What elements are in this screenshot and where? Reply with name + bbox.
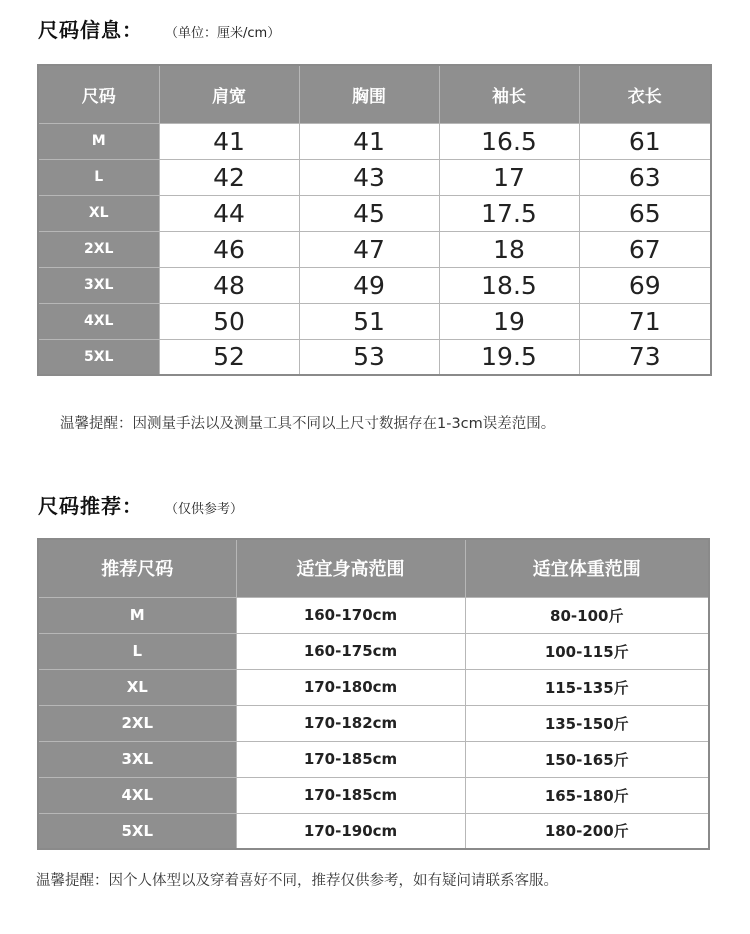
shoulder-value: 46 [159, 231, 299, 267]
weight-range-value: 135-150斤 [465, 705, 709, 741]
reference-note: （仅供参考） [165, 502, 244, 517]
chest-value: 49 [299, 267, 439, 303]
shoulder-value: 52 [159, 339, 299, 375]
size-label: 2XL [38, 231, 159, 267]
header-recommended-size: 推荐尺码 [38, 539, 236, 597]
size-recommend-title: 尺码推荐： [38, 494, 143, 518]
table-row [38, 633, 709, 669]
chest-value: 53 [299, 339, 439, 375]
table-row [38, 813, 709, 849]
table-row [38, 195, 711, 231]
table-row [38, 741, 709, 777]
table-row [38, 231, 711, 267]
recommend-reminder: 温馨提醒：因个人体型以及穿着喜好不同，推荐仅供参考，如有疑问请联系客服。 [36, 873, 558, 889]
sleeve-value: 16.5 [439, 123, 579, 159]
weight-range-value: 100-115斤 [465, 633, 709, 669]
shoulder-value: 44 [159, 195, 299, 231]
length-value: 73 [579, 339, 711, 375]
length-value: 61 [579, 123, 711, 159]
chest-value: 51 [299, 303, 439, 339]
size-label: 3XL [38, 267, 159, 303]
table-row [38, 303, 711, 339]
header-height-range: 适宜身高范围 [236, 539, 465, 597]
shoulder-value: 41 [159, 123, 299, 159]
size-label: 4XL [38, 777, 236, 813]
size-label: XL [38, 669, 236, 705]
height-range-value: 170-190cm [236, 813, 465, 849]
chest-value: 41 [299, 123, 439, 159]
table-row [38, 123, 711, 159]
header-chest: 胸围 [299, 65, 439, 123]
chest-value: 43 [299, 159, 439, 195]
weight-range-value: 165-180斤 [465, 777, 709, 813]
height-range-value: 160-175cm [236, 633, 465, 669]
shoulder-value: 42 [159, 159, 299, 195]
size-table [37, 64, 712, 376]
size-label: 3XL [38, 741, 236, 777]
sleeve-value: 18 [439, 231, 579, 267]
table-row [38, 159, 711, 195]
header-size: 尺码 [38, 65, 159, 123]
header-length: 衣长 [579, 65, 711, 123]
weight-range-value: 180-200斤 [465, 813, 709, 849]
chest-value: 45 [299, 195, 439, 231]
unit-note: （单位：厘米/cm） [165, 26, 281, 41]
sleeve-value: 19.5 [439, 339, 579, 375]
height-range-value: 170-182cm [236, 705, 465, 741]
size-label: L [38, 159, 159, 195]
size-info-heading [38, 14, 280, 43]
length-value: 65 [579, 195, 711, 231]
recommend-table [37, 538, 710, 850]
size-label: 2XL [38, 705, 236, 741]
height-range-value: 170-180cm [236, 669, 465, 705]
size-label: XL [38, 195, 159, 231]
length-value: 67 [579, 231, 711, 267]
sleeve-value: 17 [439, 159, 579, 195]
shoulder-value: 48 [159, 267, 299, 303]
size-label: M [38, 123, 159, 159]
table-row [38, 705, 709, 741]
size-label: 4XL [38, 303, 159, 339]
table-row [38, 597, 709, 633]
chest-value: 47 [299, 231, 439, 267]
height-range-value: 170-185cm [236, 777, 465, 813]
recommend-table-header-row [38, 539, 709, 597]
shoulder-value: 50 [159, 303, 299, 339]
size-recommend-heading [38, 490, 243, 519]
size-label: 5XL [38, 813, 236, 849]
weight-range-value: 115-135斤 [465, 669, 709, 705]
header-shoulder: 肩宽 [159, 65, 299, 123]
length-value: 63 [579, 159, 711, 195]
measurement-reminder: 温馨提醒：因测量手法以及测量工具不同以上尺寸数据存在1-3cm误差范围。 [60, 416, 556, 432]
header-sleeve: 袖长 [439, 65, 579, 123]
table-row [38, 777, 709, 813]
size-label: L [38, 633, 236, 669]
table-row [38, 339, 711, 375]
sleeve-value: 17.5 [439, 195, 579, 231]
weight-range-value: 150-165斤 [465, 741, 709, 777]
length-value: 69 [579, 267, 711, 303]
weight-range-value: 80-100斤 [465, 597, 709, 633]
size-label: M [38, 597, 236, 633]
table-row [38, 267, 711, 303]
sleeve-value: 19 [439, 303, 579, 339]
height-range-value: 160-170cm [236, 597, 465, 633]
size-info-title: 尺码信息： [38, 18, 143, 42]
sleeve-value: 18.5 [439, 267, 579, 303]
size-label: 5XL [38, 339, 159, 375]
length-value: 71 [579, 303, 711, 339]
size-table-header-row [38, 65, 711, 123]
height-range-value: 170-185cm [236, 741, 465, 777]
header-weight-range: 适宜体重范围 [465, 539, 709, 597]
table-row [38, 669, 709, 705]
